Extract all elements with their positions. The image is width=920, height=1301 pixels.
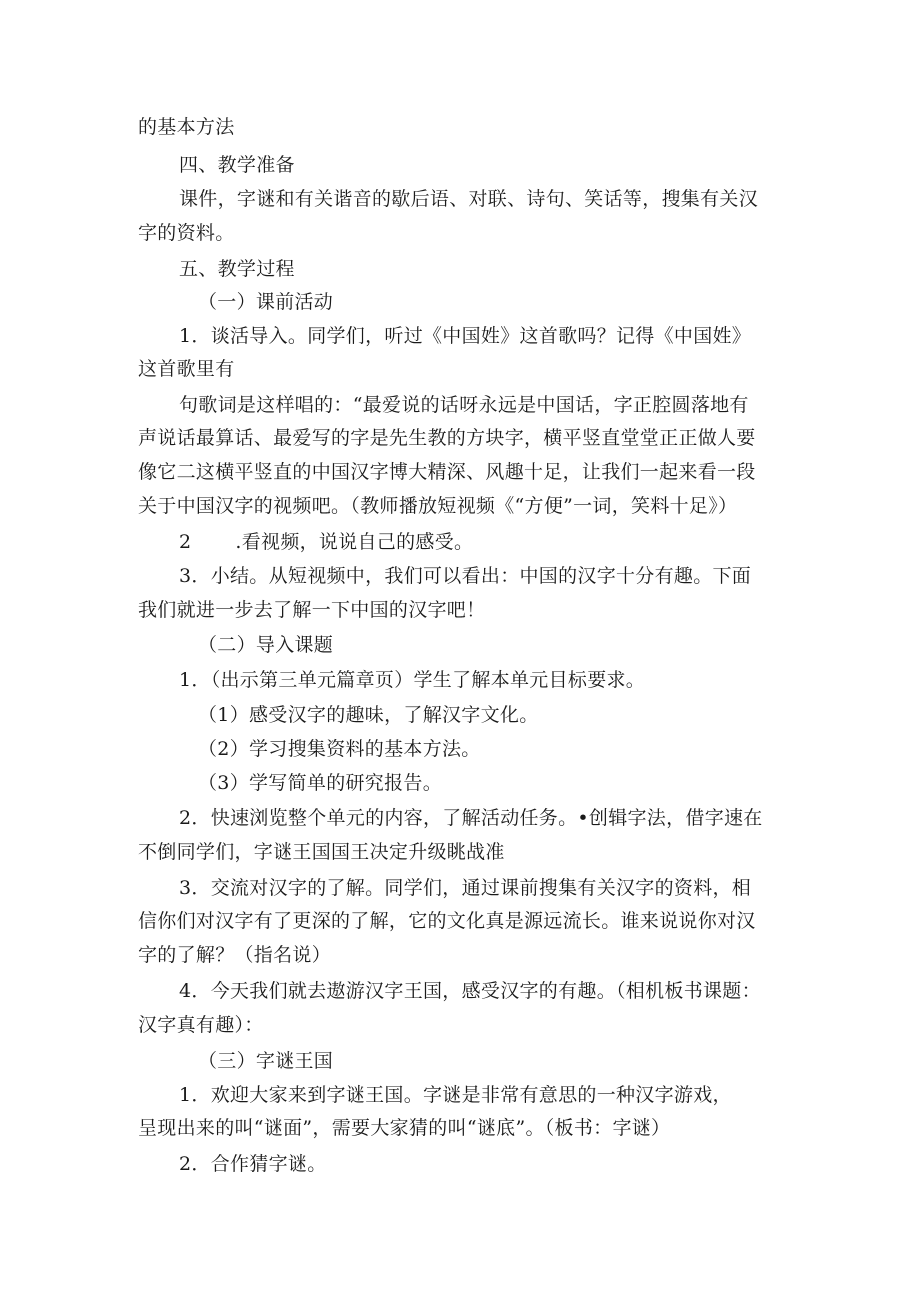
list-item: （2）学习搜集资料的基本方法。 <box>198 738 481 760</box>
text-line: 字的资料。 <box>138 222 235 244</box>
text-line: 信你们对汉字有了更深的了解，它的文化真是源远流长。谁来说说你对汉 <box>138 910 756 932</box>
text-line: 字的了解？（指名说） <box>138 944 332 966</box>
text-line: 这首歌里有 <box>138 358 235 380</box>
list-item: （3）学写简单的研究报告。 <box>198 772 442 794</box>
text-line: 1．欢迎大家来到字谜王国。字谜是非常有意思的一种汉字游戏， <box>179 1084 732 1106</box>
subsection-heading: （三）字谜王国 <box>198 1050 334 1072</box>
section-heading: 四、教学准备 <box>179 154 295 176</box>
list-item: （1）感受汉字的趣味，了解汉字文化。 <box>198 704 539 726</box>
text-line: 像它二这横平竖直的中国汉字博大精深、风趣十足，让我们一起来看一段 <box>138 461 756 483</box>
text-line: 3．小结。从短视频中，我们可以看出：中国的汉字十分有趣。下面 <box>179 565 752 587</box>
text-line: 汉字真有趣）： <box>138 1014 264 1036</box>
text-line: 的基本方法 <box>138 116 235 138</box>
text-line: 4．今天我们就去遨游汉字王国，感受汉字的有趣。（相机板书课题： <box>179 980 761 1002</box>
text-line: 关于中国汉字的视频吧。（教师播放短视频《“方便”一词，笑料十足》） <box>138 495 738 517</box>
text-line: 声说话最算话、最爱写的字是先生教的方块字，横平竖直堂堂正正做人要 <box>138 427 756 449</box>
text-line: 1．（出示第三单元篇章页）学生了解本单元目标要求。 <box>179 669 646 691</box>
text-line: 1．谈活导入。同学们，听过《中国姓》这首歌吗？记得《中国姓》 <box>179 325 752 347</box>
text-line: 3．交流对汉字的了解。同学们，通过课前搜集有关汉字的资料，相 <box>179 877 752 899</box>
item-text: .看视频，说说自己的感受。 <box>235 531 474 553</box>
item-number: 2 <box>179 531 192 553</box>
text-line: 2．快速浏览整个单元的内容，了解活动任务。•创辑字法，借字速在 <box>179 807 763 829</box>
subsection-heading: （一）课前活动 <box>198 291 334 313</box>
subsection-heading: （二）导入课题 <box>198 634 334 656</box>
section-heading: 五、教学过程 <box>179 258 295 280</box>
text-line <box>179 530 473 554</box>
text-line: 句歌词是这样唱的：“最爱说的话呀永远是中国话，字正腔圆落地有 <box>179 394 749 416</box>
text-line: 2．合作猜字谜。 <box>179 1153 327 1175</box>
text-line: 我们就进一步去了解一下中国的汉字吧！ <box>138 599 486 621</box>
text-line: 不倒同学们，字谜王国国王决定升级眺战准 <box>138 841 505 863</box>
text-line: 课件，字谜和有关谐音的歇后语、对联、诗句、笑话等，搜集有关汉 <box>179 188 759 210</box>
text-line: 呈现出来的叫“谜面”，需要大家猜的叫“谜底”。（板书：字谜） <box>138 1117 671 1139</box>
